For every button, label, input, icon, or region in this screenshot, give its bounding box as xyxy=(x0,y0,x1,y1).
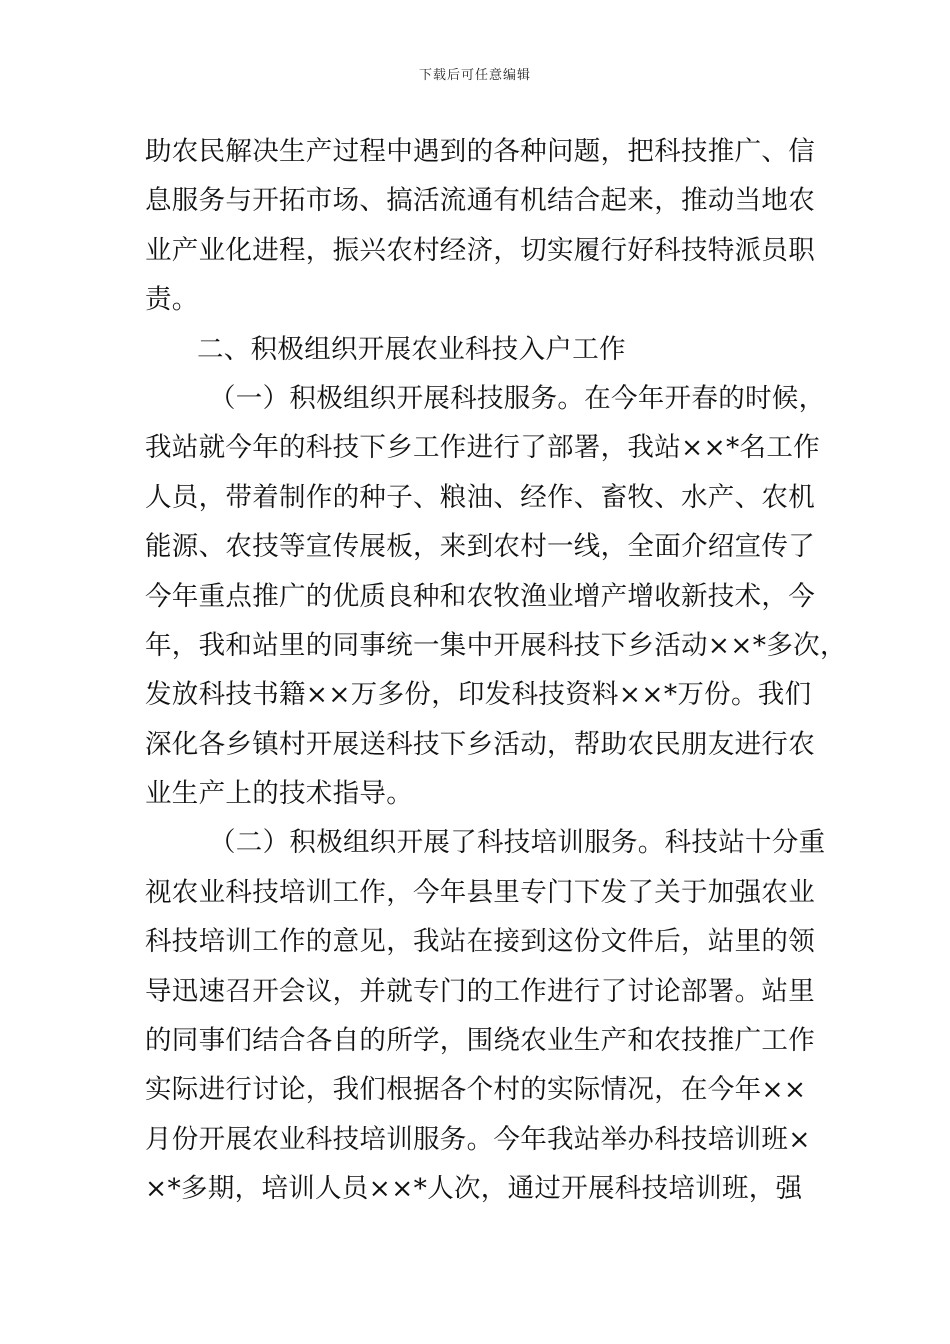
text-line: 业生产上的技术指导。 xyxy=(145,778,413,810)
text-line: 责。 xyxy=(145,284,199,316)
text-line: （一）积极组织开展科技服务。在今年开春的时候， xyxy=(209,382,826,414)
text-line: 的同事们结合各自的所学，围绕农业生产和农技推广工作 xyxy=(145,1025,815,1057)
text-line: 助农民解决生产过程中遇到的各种问题，把科技推广、信 xyxy=(145,136,815,167)
text-line: 息服务与开拓市场、搞活流通有机结合起来，推动当地农 xyxy=(145,185,815,217)
text-line: ×*多期，培训人员××*人次，通过开展科技培训班，强 xyxy=(145,1173,803,1205)
document-body xyxy=(145,127,847,1214)
section-heading: 二、积极组织开展农业科技入户工作 xyxy=(197,333,626,365)
text-line: 人员，带着制作的种子、粮油、经作、畜牧、水产、农机 xyxy=(145,481,815,513)
page-header: 下载后可任意编辑 xyxy=(418,68,531,83)
text-line: 视农业科技培训工作，今年县里专门下发了关于加强农业 xyxy=(145,876,815,908)
text-line: 业产业化进程，振兴农村经济，切实履行好科技特派员职 xyxy=(145,234,815,266)
paragraph-2 xyxy=(145,374,847,819)
text-line: 科技培训工作的意见，我站在接到这份文件后，站里的领 xyxy=(145,926,815,958)
text-line: 深化各乡镇村开展送科技下乡活动，帮助农民朋友进行农 xyxy=(145,728,815,760)
paragraph-1 xyxy=(145,127,815,325)
text-line: 我站就今年的科技下乡工作进行了部署，我站××*名工作 xyxy=(145,432,820,464)
text-line: 实际进行讨论，我们根据各个村的实际情况，在今年×× xyxy=(145,1074,807,1106)
text-line: 今年重点推广的优质良种和农牧渔业增产增收新技术，今 xyxy=(145,580,815,612)
text-line: 导迅速召开会议，并就专门的工作进行了讨论部署。站里 xyxy=(145,975,815,1007)
text-line: 能源、农技等宣传展板，来到农村一线，全面介绍宣传了 xyxy=(145,531,815,563)
text-line: 年，我和站里的同事统一集中开展科技下乡活动××*多次， xyxy=(145,629,847,661)
text-line: 发放科技书籍××万多份，印发科技资料××*万份。我们 xyxy=(145,679,812,711)
text-line: （二）积极组织开展了科技培训服务。科技站十分重 xyxy=(209,827,826,859)
text-line: 月份开展农业科技培训服务。今年我站举办科技培训班× xyxy=(145,1123,811,1155)
paragraph-3 xyxy=(145,818,826,1213)
